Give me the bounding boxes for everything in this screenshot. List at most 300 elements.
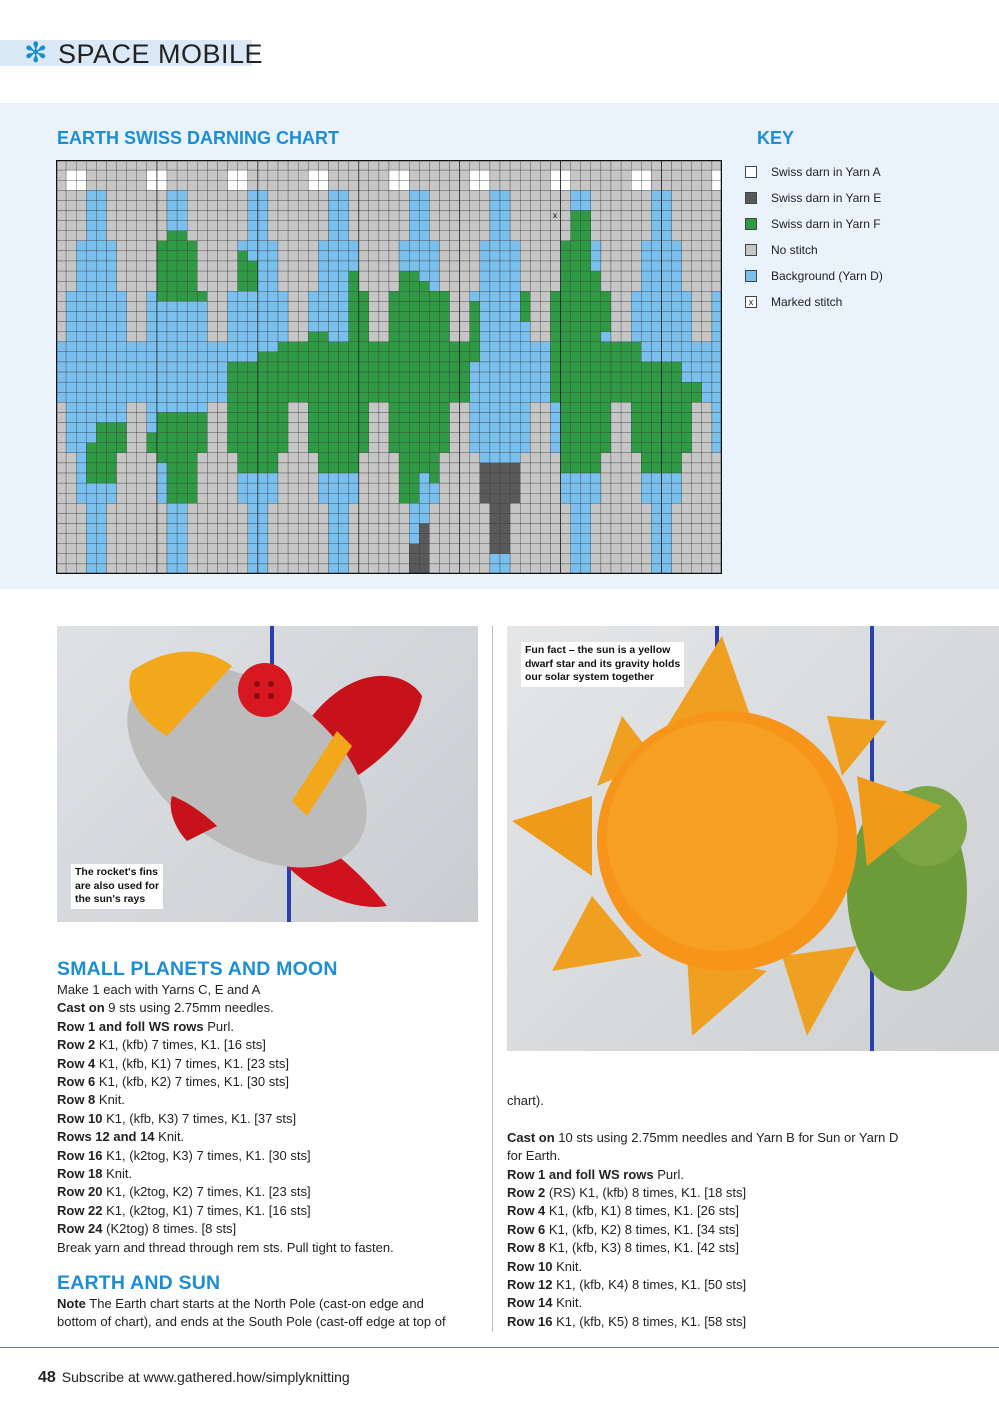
chart-cell bbox=[480, 291, 490, 301]
chart-cell bbox=[76, 281, 86, 291]
chart-cell bbox=[621, 473, 631, 483]
chart-cell bbox=[682, 412, 692, 422]
chart-cell bbox=[550, 463, 560, 473]
chart-cell bbox=[197, 332, 207, 342]
chart-cell bbox=[702, 281, 712, 291]
chart-cell bbox=[540, 463, 550, 473]
chart-cell bbox=[490, 433, 500, 443]
chart-cell bbox=[490, 322, 500, 332]
chart-cell bbox=[561, 534, 571, 544]
chart-cell bbox=[96, 463, 106, 473]
chart-cell bbox=[550, 423, 560, 433]
chart-cell bbox=[702, 190, 712, 200]
chart-cell bbox=[339, 251, 349, 261]
chart-cell bbox=[288, 251, 298, 261]
chart-cell bbox=[157, 291, 167, 301]
chart-cell bbox=[621, 170, 631, 180]
chart-cell bbox=[540, 271, 550, 281]
chart-cell bbox=[308, 160, 318, 170]
chart-cell bbox=[530, 261, 540, 271]
chart-cell bbox=[207, 493, 217, 503]
chart-cell bbox=[298, 301, 308, 311]
chart-cell bbox=[490, 402, 500, 412]
chart-cell bbox=[651, 221, 661, 231]
text-line bbox=[507, 1294, 898, 1312]
chart-cell bbox=[238, 332, 248, 342]
chart-cell bbox=[207, 402, 217, 412]
chart-cell bbox=[349, 362, 359, 372]
chart-cell bbox=[460, 412, 470, 422]
chart-cell bbox=[217, 392, 227, 402]
chart-cell bbox=[460, 544, 470, 554]
chart-cell bbox=[258, 473, 268, 483]
chart-cell bbox=[207, 473, 217, 483]
chart-cell bbox=[621, 251, 631, 261]
chart-cell bbox=[187, 210, 197, 220]
chart-cell bbox=[197, 291, 207, 301]
chart-cell bbox=[450, 301, 460, 311]
chart-cell bbox=[308, 210, 318, 220]
chart-cell bbox=[651, 463, 661, 473]
chart-cell bbox=[641, 392, 651, 402]
chart-cell bbox=[66, 352, 76, 362]
chart-cell bbox=[228, 241, 238, 251]
chart-cell bbox=[328, 503, 338, 513]
chart-cell bbox=[470, 362, 480, 372]
chart-cell bbox=[500, 544, 510, 554]
chart-cell bbox=[177, 180, 187, 190]
chart-cell bbox=[359, 332, 369, 342]
chart-cell bbox=[439, 362, 449, 372]
chart-cell bbox=[692, 352, 702, 362]
chart-cell bbox=[450, 554, 460, 564]
chart-cell bbox=[389, 382, 399, 392]
chart-cell bbox=[96, 271, 106, 281]
chart-cell bbox=[177, 443, 187, 453]
chart-cell bbox=[369, 332, 379, 342]
chart-cell bbox=[631, 362, 641, 372]
chart-cell bbox=[339, 311, 349, 321]
chart-cell bbox=[238, 231, 248, 241]
chart-cell bbox=[561, 231, 571, 241]
chart-cell bbox=[460, 402, 470, 412]
chart-cell bbox=[419, 503, 429, 513]
chart-cell bbox=[268, 170, 278, 180]
chart-cell bbox=[339, 392, 349, 402]
chart-cell bbox=[117, 382, 127, 392]
chart-cell bbox=[702, 291, 712, 301]
chart-cell bbox=[318, 170, 328, 180]
chart-cell bbox=[228, 463, 238, 473]
chart-cell bbox=[278, 463, 288, 473]
chart-cell bbox=[298, 322, 308, 332]
chart-cell bbox=[278, 433, 288, 443]
chart-cell bbox=[359, 261, 369, 271]
chart-cell bbox=[228, 423, 238, 433]
chart-cell bbox=[409, 281, 419, 291]
chart-cell bbox=[621, 503, 631, 513]
chart-cell bbox=[712, 281, 722, 291]
bold-label: Row 22 bbox=[57, 1202, 103, 1218]
text-line bbox=[507, 1313, 898, 1331]
chart-cell bbox=[439, 332, 449, 342]
chart-cell bbox=[389, 392, 399, 402]
chart-cell bbox=[571, 473, 581, 483]
chart-cell bbox=[278, 534, 288, 544]
chart-cell bbox=[490, 301, 500, 311]
chart-cell bbox=[651, 534, 661, 544]
chart-cell bbox=[167, 382, 177, 392]
chart-cell bbox=[409, 503, 419, 513]
chart-cell bbox=[692, 311, 702, 321]
chart-cell bbox=[682, 291, 692, 301]
chart-cell bbox=[106, 352, 116, 362]
chart-cell bbox=[177, 352, 187, 362]
chart-cell bbox=[349, 423, 359, 433]
caption-line: the sun's rays bbox=[75, 893, 146, 905]
chart-cell bbox=[147, 382, 157, 392]
chart-cell bbox=[369, 261, 379, 271]
chart-cell bbox=[117, 412, 127, 422]
chart-cell bbox=[127, 251, 137, 261]
chart-cell bbox=[530, 281, 540, 291]
chart-cell bbox=[419, 534, 429, 544]
chart-cell bbox=[702, 362, 712, 372]
chart-cell bbox=[167, 463, 177, 473]
chart-cell bbox=[96, 433, 106, 443]
chart-cell bbox=[127, 362, 137, 372]
text-line bbox=[507, 1166, 898, 1184]
chart-cell bbox=[450, 200, 460, 210]
chart-cell bbox=[117, 392, 127, 402]
chart-cell bbox=[349, 392, 359, 402]
chart-cell bbox=[470, 513, 480, 523]
chart-cell bbox=[117, 210, 127, 220]
line-text: K1, (kfb, K3) 7 times, K1. [37 sts] bbox=[102, 1110, 297, 1126]
chart-cell bbox=[702, 382, 712, 392]
line-text bbox=[507, 1111, 511, 1126]
chart-cell bbox=[682, 402, 692, 412]
text-line bbox=[57, 1183, 394, 1201]
chart-cell bbox=[651, 423, 661, 433]
chart-cell bbox=[117, 271, 127, 281]
chart-cell bbox=[187, 221, 197, 231]
chart-cell bbox=[601, 221, 611, 231]
chart-cell bbox=[288, 291, 298, 301]
chart-cell bbox=[621, 241, 631, 251]
chart-cell bbox=[187, 261, 197, 271]
chart-cell bbox=[672, 463, 682, 473]
chart-cell bbox=[470, 443, 480, 453]
chart-cell bbox=[56, 463, 66, 473]
chart-cell bbox=[127, 332, 137, 342]
chart-cell bbox=[328, 433, 338, 443]
chart-cell bbox=[530, 513, 540, 523]
chart-cell bbox=[470, 483, 480, 493]
chart-cell bbox=[439, 402, 449, 412]
chart-cell bbox=[571, 170, 581, 180]
chart-cell bbox=[470, 554, 480, 564]
chart-cell bbox=[187, 342, 197, 352]
chart-cell bbox=[177, 291, 187, 301]
chart-cell bbox=[268, 352, 278, 362]
chart-cell bbox=[621, 322, 631, 332]
chart-cell bbox=[500, 291, 510, 301]
chart-cell bbox=[510, 190, 520, 200]
chart-cell bbox=[540, 382, 550, 392]
chart-cell bbox=[56, 190, 66, 200]
chart-cell bbox=[197, 200, 207, 210]
column-divider bbox=[492, 626, 493, 1332]
chart-cell bbox=[419, 342, 429, 352]
chart-cell bbox=[520, 564, 530, 574]
chart-cell bbox=[278, 301, 288, 311]
chart-cell bbox=[207, 221, 217, 231]
chart-cell bbox=[470, 544, 480, 554]
chart-cell bbox=[490, 544, 500, 554]
chart-cell bbox=[540, 412, 550, 422]
chart-cell bbox=[611, 301, 621, 311]
chart-cell bbox=[288, 463, 298, 473]
chart-cell bbox=[641, 322, 651, 332]
chart-cell bbox=[187, 332, 197, 342]
chart-cell bbox=[187, 513, 197, 523]
chart-cell bbox=[207, 554, 217, 564]
chart-cell bbox=[197, 170, 207, 180]
chart-cell bbox=[86, 311, 96, 321]
chart-cell bbox=[258, 524, 268, 534]
chart-cell bbox=[429, 453, 439, 463]
chart-cell bbox=[692, 170, 702, 180]
chart-cell bbox=[399, 170, 409, 180]
chart-cell bbox=[399, 342, 409, 352]
chart-cell bbox=[540, 473, 550, 483]
chart-cell bbox=[248, 170, 258, 180]
chart-cell bbox=[712, 352, 722, 362]
chart-cell bbox=[439, 564, 449, 574]
chart-cell bbox=[228, 493, 238, 503]
chart-cell bbox=[369, 190, 379, 200]
chart-cell bbox=[591, 200, 601, 210]
chart-cell bbox=[530, 221, 540, 231]
chart-cell bbox=[157, 251, 167, 261]
chart-cell bbox=[460, 392, 470, 402]
chart-cell bbox=[712, 332, 722, 342]
chart-cell bbox=[127, 160, 137, 170]
chart-cell bbox=[651, 200, 661, 210]
chart-cell bbox=[550, 342, 560, 352]
chart-cell bbox=[661, 483, 671, 493]
chart-cell bbox=[238, 210, 248, 220]
chart-cell bbox=[328, 210, 338, 220]
chart-cell bbox=[702, 463, 712, 473]
chart-cell bbox=[500, 402, 510, 412]
chart-cell bbox=[550, 281, 560, 291]
chart-cell bbox=[450, 524, 460, 534]
chart-cell bbox=[278, 210, 288, 220]
chart-cell bbox=[429, 473, 439, 483]
chart-cell bbox=[308, 221, 318, 231]
chart-cell bbox=[520, 170, 530, 180]
chart-cell bbox=[460, 433, 470, 443]
chart-cell bbox=[258, 291, 268, 301]
chart-cell bbox=[429, 301, 439, 311]
chart-cell bbox=[177, 412, 187, 422]
chart-cell bbox=[611, 483, 621, 493]
chart-cell bbox=[268, 362, 278, 372]
chart-cell bbox=[601, 231, 611, 241]
chart-cell bbox=[672, 483, 682, 493]
chart-cell bbox=[389, 412, 399, 422]
chart-cell bbox=[520, 352, 530, 362]
chart-cell bbox=[278, 271, 288, 281]
chart-cell bbox=[450, 453, 460, 463]
chart-cell bbox=[682, 352, 692, 362]
chart-cell bbox=[76, 301, 86, 311]
chart-cell bbox=[581, 291, 591, 301]
chart-cell bbox=[510, 503, 520, 513]
chart-cell bbox=[712, 271, 722, 281]
chart-cell bbox=[248, 200, 258, 210]
chart-cell bbox=[248, 210, 258, 220]
chart-cell bbox=[429, 443, 439, 453]
chart-cell bbox=[86, 392, 96, 402]
chart-cell bbox=[66, 493, 76, 503]
chart-cell bbox=[197, 392, 207, 402]
chart-cell bbox=[137, 544, 147, 554]
chart-cell bbox=[308, 412, 318, 422]
chart-cell bbox=[631, 412, 641, 422]
chart-cell bbox=[712, 200, 722, 210]
chart-cell bbox=[76, 190, 86, 200]
chart-cell bbox=[56, 453, 66, 463]
chart-cell bbox=[187, 382, 197, 392]
chart-cell bbox=[429, 160, 439, 170]
chart-cell bbox=[641, 271, 651, 281]
chart-cell bbox=[66, 241, 76, 251]
chart-cell bbox=[117, 180, 127, 190]
chart-cell bbox=[197, 443, 207, 453]
chart-cell bbox=[480, 564, 490, 574]
chart-cell bbox=[217, 301, 227, 311]
chart-cell bbox=[167, 564, 177, 574]
chart-cell bbox=[238, 453, 248, 463]
chart-cell bbox=[359, 513, 369, 523]
chart-cell bbox=[197, 160, 207, 170]
chart-cell bbox=[278, 524, 288, 534]
chart-cell bbox=[550, 412, 560, 422]
chart-cell bbox=[712, 301, 722, 311]
chart-cell bbox=[278, 291, 288, 301]
chart-cell bbox=[510, 473, 520, 483]
chart-cell bbox=[419, 301, 429, 311]
chart-cell bbox=[540, 352, 550, 362]
chart-cell bbox=[581, 241, 591, 251]
chart-cell bbox=[540, 322, 550, 332]
chart-cell bbox=[349, 301, 359, 311]
chart-cell bbox=[591, 423, 601, 433]
chart-cell bbox=[470, 402, 480, 412]
chart-cell bbox=[490, 372, 500, 382]
chart-cell bbox=[349, 453, 359, 463]
chart-cell bbox=[369, 463, 379, 473]
chart-cell bbox=[106, 453, 116, 463]
chart-cell bbox=[480, 241, 490, 251]
chart-cell bbox=[117, 301, 127, 311]
chart-cell bbox=[470, 534, 480, 544]
chart-cell bbox=[217, 433, 227, 443]
chart-cell bbox=[328, 251, 338, 261]
chart-cell bbox=[137, 443, 147, 453]
chart-cell bbox=[490, 210, 500, 220]
chart-cell bbox=[409, 554, 419, 564]
chart-cell bbox=[298, 352, 308, 362]
chart-cell bbox=[349, 443, 359, 453]
chart-cell bbox=[56, 231, 66, 241]
chart-cell bbox=[611, 433, 621, 443]
chart-cell bbox=[601, 463, 611, 473]
chart-cell bbox=[510, 392, 520, 402]
chart-cell bbox=[217, 261, 227, 271]
chart-cell bbox=[399, 483, 409, 493]
chart-cell bbox=[76, 564, 86, 574]
chart-cell bbox=[561, 322, 571, 332]
chart-cell bbox=[429, 392, 439, 402]
chart-cell bbox=[207, 544, 217, 554]
chart-cell bbox=[419, 352, 429, 362]
chart-cell bbox=[389, 311, 399, 321]
chart-cell bbox=[702, 322, 712, 332]
chart-cell bbox=[409, 311, 419, 321]
chart-cell bbox=[127, 210, 137, 220]
chart-cell bbox=[702, 210, 712, 220]
chart-cell bbox=[561, 453, 571, 463]
chart-cell bbox=[359, 291, 369, 301]
chart-cell bbox=[651, 473, 661, 483]
chart-cell bbox=[268, 200, 278, 210]
chart-cell bbox=[712, 170, 722, 180]
chart-cell bbox=[197, 433, 207, 443]
chart-cell bbox=[550, 190, 560, 200]
chart-cell bbox=[207, 210, 217, 220]
chart-cell bbox=[550, 443, 560, 453]
chart-cell bbox=[359, 402, 369, 412]
chart-cell bbox=[651, 564, 661, 574]
chart-cell bbox=[56, 322, 66, 332]
line-text: bottom of chart), and ends at the South Pole (cast-off edge at top of bbox=[57, 1314, 446, 1330]
chart-cell bbox=[631, 392, 641, 402]
chart-cell bbox=[228, 554, 238, 564]
chart-cell bbox=[137, 251, 147, 261]
chart-cell bbox=[439, 241, 449, 251]
chart-cell bbox=[389, 544, 399, 554]
chart-cell bbox=[510, 332, 520, 342]
chart-cell bbox=[167, 453, 177, 463]
chart-cell bbox=[217, 503, 227, 513]
chart-cell bbox=[631, 352, 641, 362]
chart-cell bbox=[56, 402, 66, 412]
chart-cell bbox=[651, 251, 661, 261]
chart-cell bbox=[56, 221, 66, 231]
chart-cell bbox=[460, 170, 470, 180]
chart-cell bbox=[389, 170, 399, 180]
chart-cell bbox=[601, 200, 611, 210]
chart-cell bbox=[540, 564, 550, 574]
chart-cell bbox=[86, 170, 96, 180]
chart-cell bbox=[76, 261, 86, 271]
chart-cell bbox=[106, 190, 116, 200]
chart-cell bbox=[480, 301, 490, 311]
